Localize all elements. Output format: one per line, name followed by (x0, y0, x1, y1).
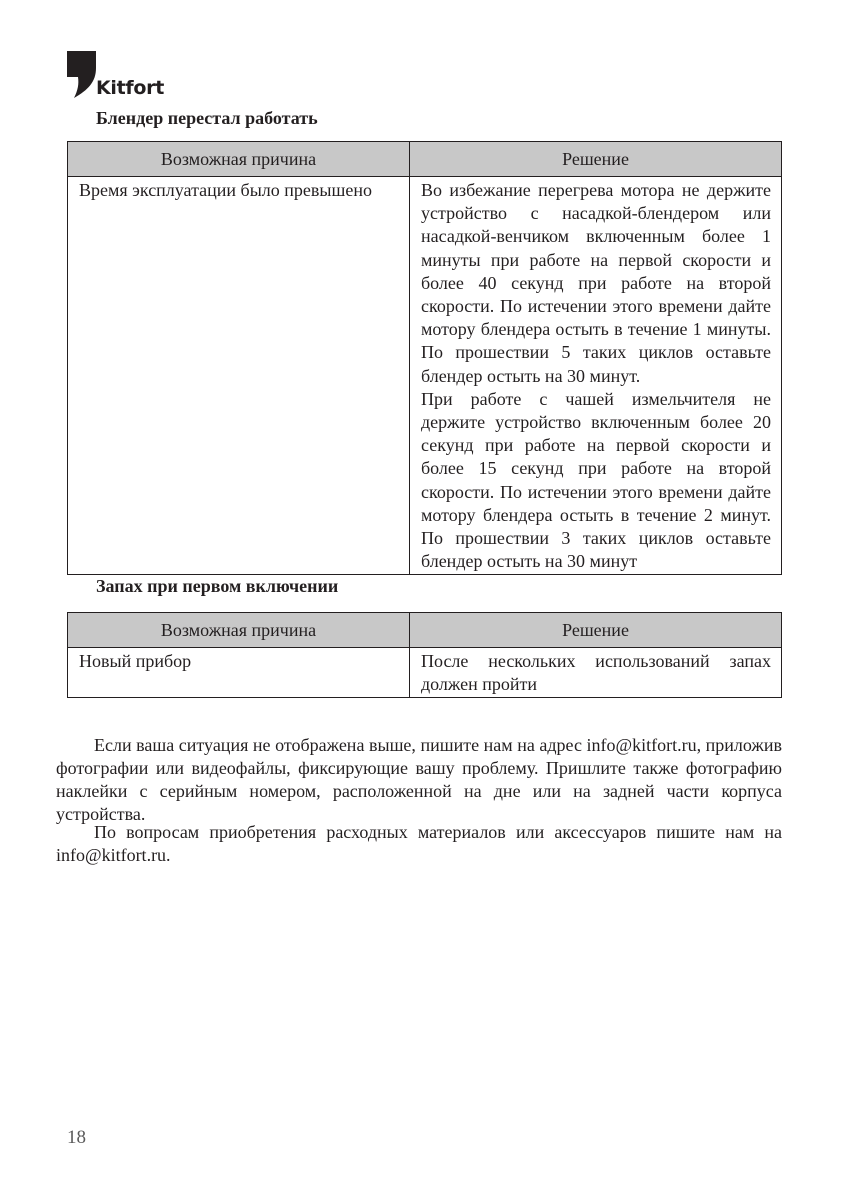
solution-cell (410, 177, 782, 575)
accessories-paragraph: По вопросам приобретения расходных материалов или аксессуаров пишите нам на info@kitfort.ru. (56, 822, 782, 866)
troubleshooting-table-first-use-smell (67, 612, 782, 698)
table-row (68, 177, 782, 575)
header-cause: Возможная причина (68, 142, 410, 177)
cause-cell: Новый прибор (68, 648, 410, 698)
solution-paragraph: Во избежание перегрева мотора не держите устройство с насадкой-блендером или насадкой-венчиком включенным более 1 минуты при работе на первой скорости и более 40 секунд при работе на второй скорости. По истечении этого времени дайте мотору блендера остыть в течение 1 минуты. По прошествии 5 таких циклов оставьте блендер остыть на 30 минут. (421, 180, 771, 386)
kitfort-mark-icon (66, 50, 97, 99)
troubleshooting-table-blender-stopped (67, 141, 782, 575)
solution-paragraph: При работе с чашей измельчителя не держите устройство включенным более 20 секунд при работе на первой скорости и более 15 секунд при работе на второй скорости. По истечении этого времени дайте мотору блендера остыть в течение 2 минут. По прошествии 3 таких циклов оставьте блендер остыть на 30 минут (421, 388, 771, 572)
solution-cell: После нескольких использований запах должен пройти (410, 648, 782, 698)
section-title-blender-stopped: Блендер перестал работать (96, 108, 318, 128)
section-title-first-use-smell: Запах при первом включении (96, 576, 339, 596)
header-solution: Решение (410, 613, 782, 648)
table-row (68, 648, 782, 698)
header-cause: Возможная причина (68, 613, 410, 648)
header-solution: Решение (410, 142, 782, 177)
kitfort-logo (66, 50, 176, 100)
contact-paragraph: Если ваша ситуация не отображена выше, пишите нам на адрес info@kitfort.ru, приложив фотографии или видеофайлы, фиксирующие вашу проблему. Пришлите также фотографию наклейки с серийным номером, расположенной на дне или на задней части корпуса устройства. (56, 735, 782, 825)
brand-name: Kitfort (96, 77, 164, 99)
page-number: 18 (67, 1127, 86, 1148)
cause-cell: Время эксплуатации было превышено (68, 177, 410, 575)
